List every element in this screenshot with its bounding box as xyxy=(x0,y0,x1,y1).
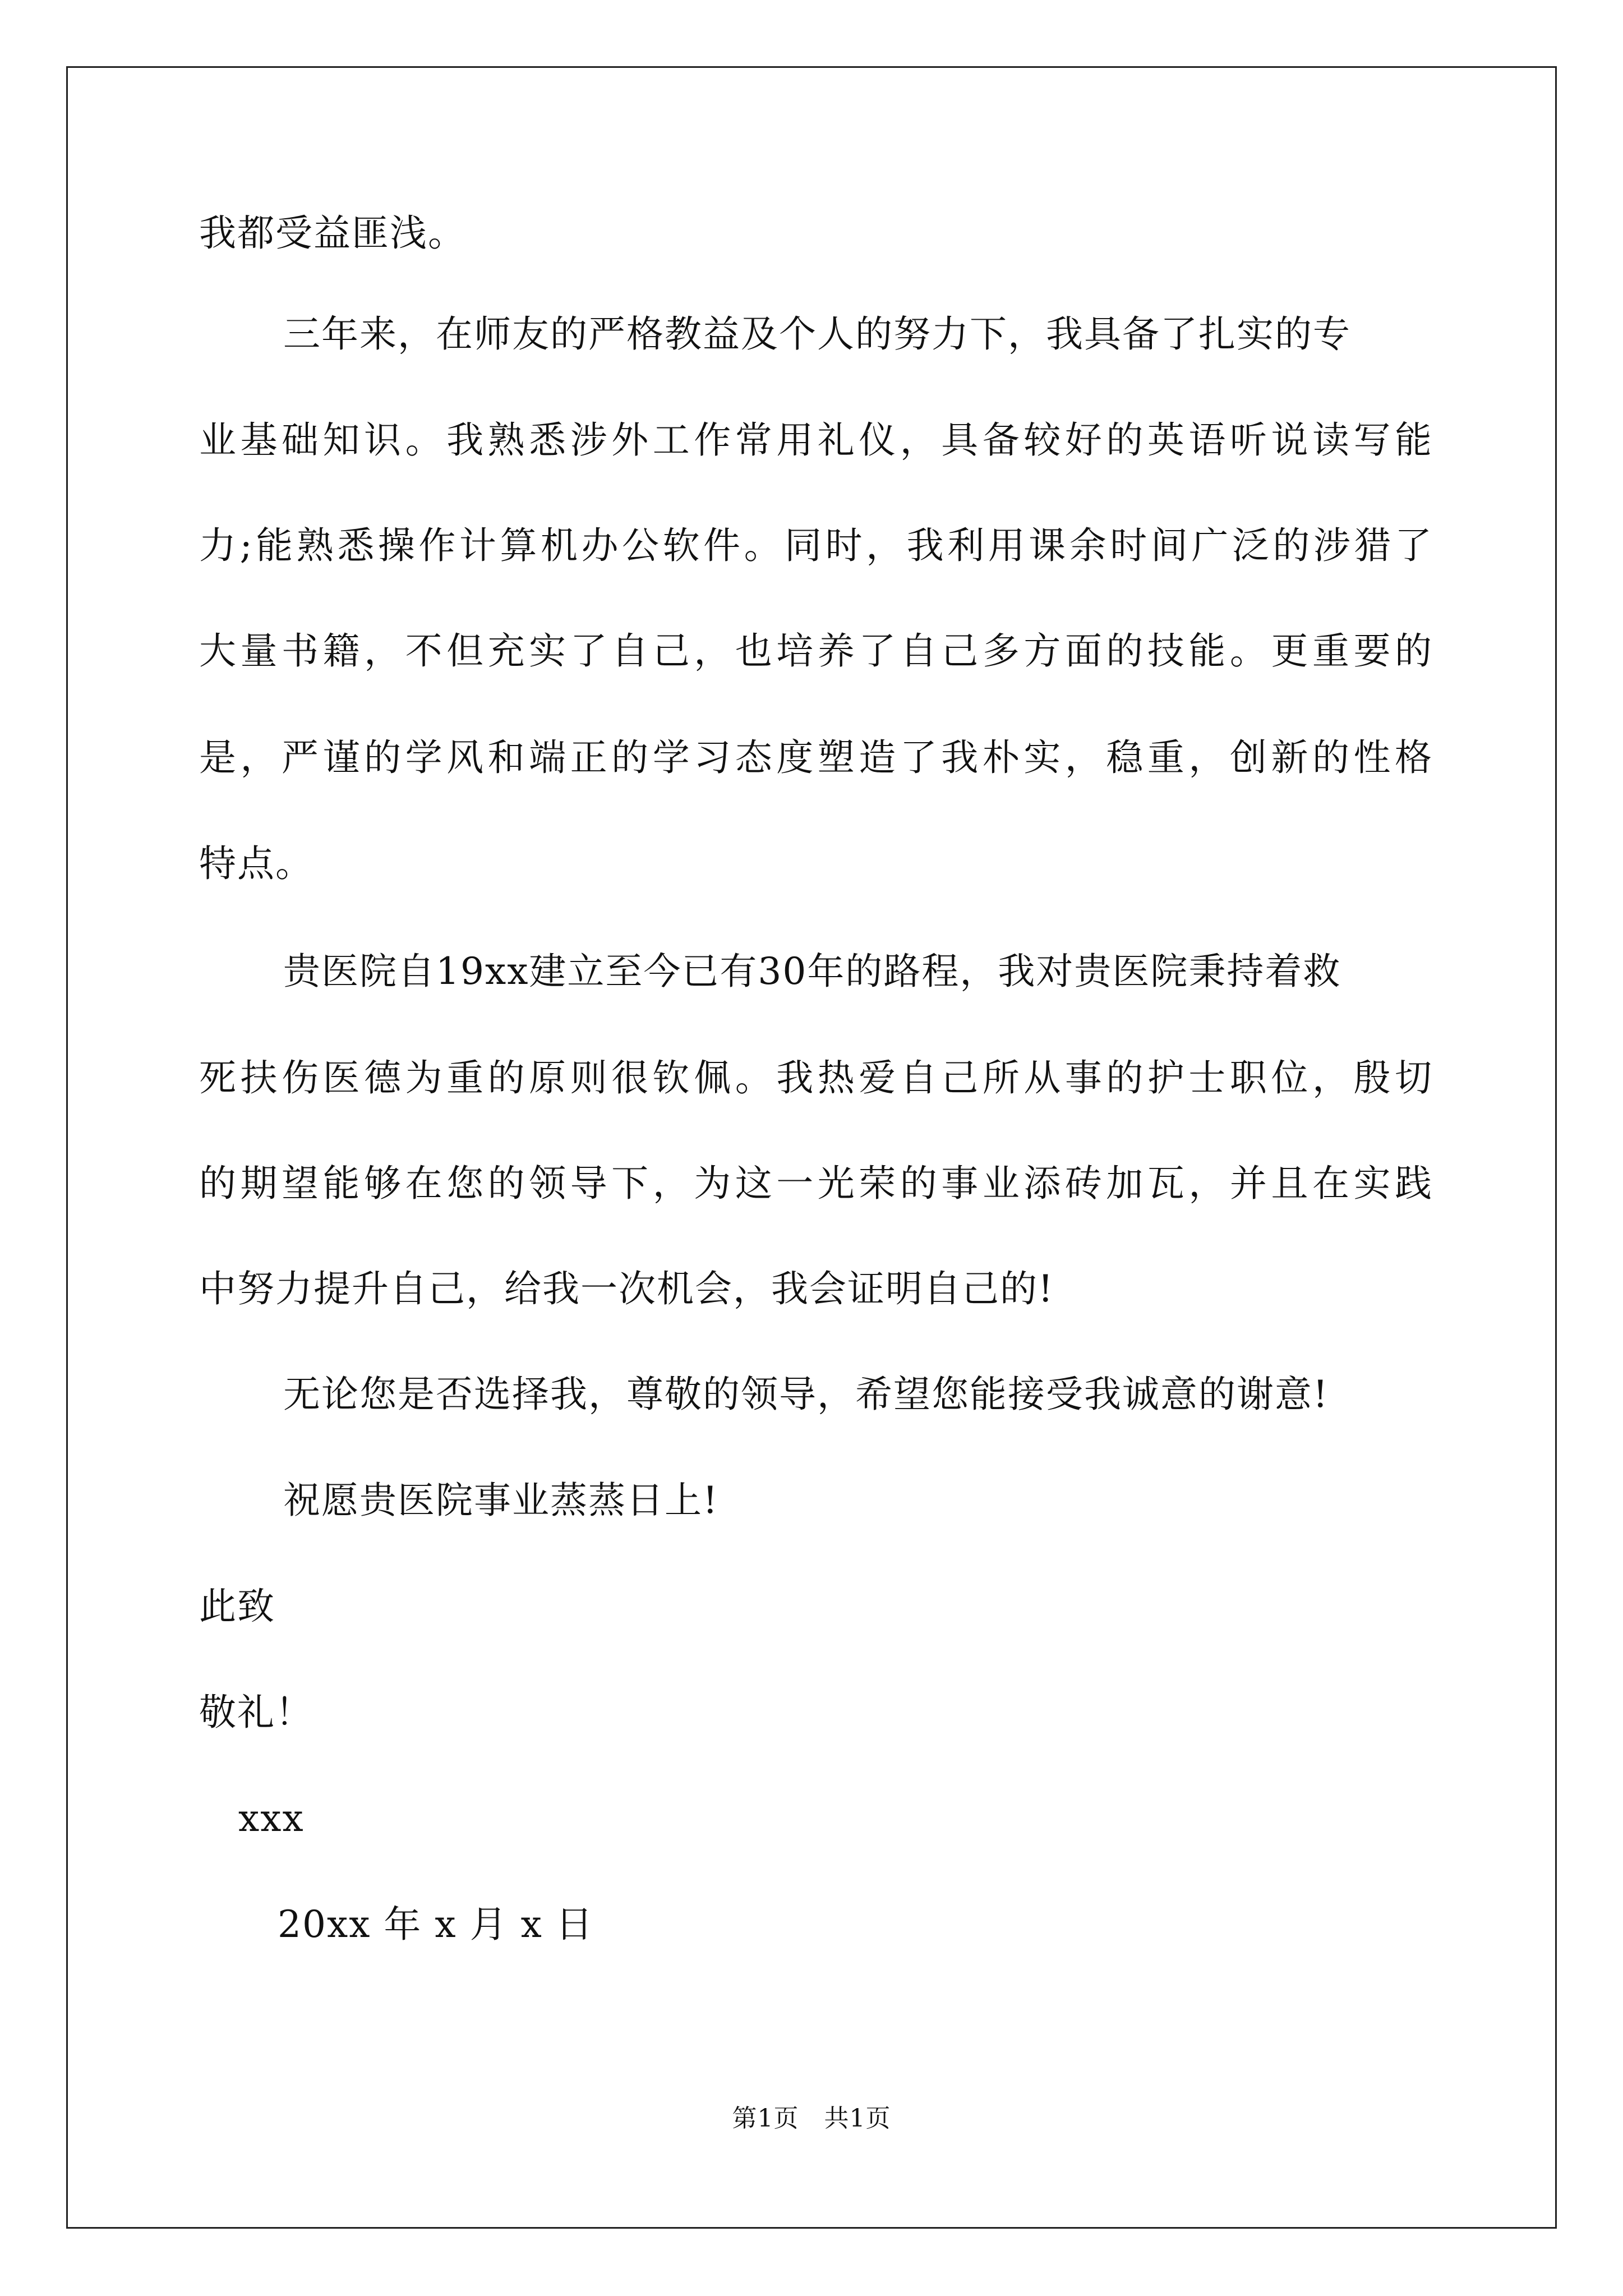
paragraph-line: 业基础知识。我熟悉涉外工作常用礼仪，具备较好的英语听说读写能 xyxy=(199,418,1433,462)
paragraph-line: 特点。 xyxy=(199,842,313,885)
paragraph-line: 贵医院自19xx建立至今已有30年的路程，我对贵医院秉持着救 xyxy=(283,950,1341,993)
paragraph-line: 是，严谨的学风和端正的学习态度塑造了我朴实，稳重，创新的性格 xyxy=(199,736,1433,779)
paragraph-line: 无论您是否选择我，尊敬的领导，希望您能接受我诚意的谢意! xyxy=(283,1373,1329,1416)
closing-respect: 敬礼！ xyxy=(199,1691,313,1734)
paragraph-line: 死扶伤医德为重的原则很钦佩。我热爱自己所从事的护士职位，殷切 xyxy=(199,1056,1433,1099)
paragraph-line: 中努力提升自己，给我一次机会，我会证明自己的! xyxy=(199,1267,1054,1310)
paragraph-line: 的期望能够在您的领导下，为这一光荣的事业添砖加瓦，并且在实践 xyxy=(199,1162,1433,1205)
paragraph-line: 三年来，在师友的严格教益及个人的努力下，我具备了扎实的专 xyxy=(283,312,1351,356)
closing-salutation: 此致 xyxy=(199,1585,275,1628)
signature-name: xxx xyxy=(238,1797,305,1840)
signature-date: 20xx 年 x 月 x 日 xyxy=(278,1903,594,1946)
paragraph-line: 祝愿贵医院事业蒸蒸日上! xyxy=(283,1479,719,1522)
paragraph-line: 大量书籍，不但充实了自己，也培养了自己多方面的技能。更重要的 xyxy=(199,629,1433,673)
paragraph-line: 我都受益匪浅。 xyxy=(199,211,466,255)
page-number-footer: 第1页 共1页 xyxy=(732,2104,891,2133)
paragraph-line: 力;能熟悉操作计算机办公软件。同时，我利用课余时间广泛的涉猎了 xyxy=(199,524,1433,567)
